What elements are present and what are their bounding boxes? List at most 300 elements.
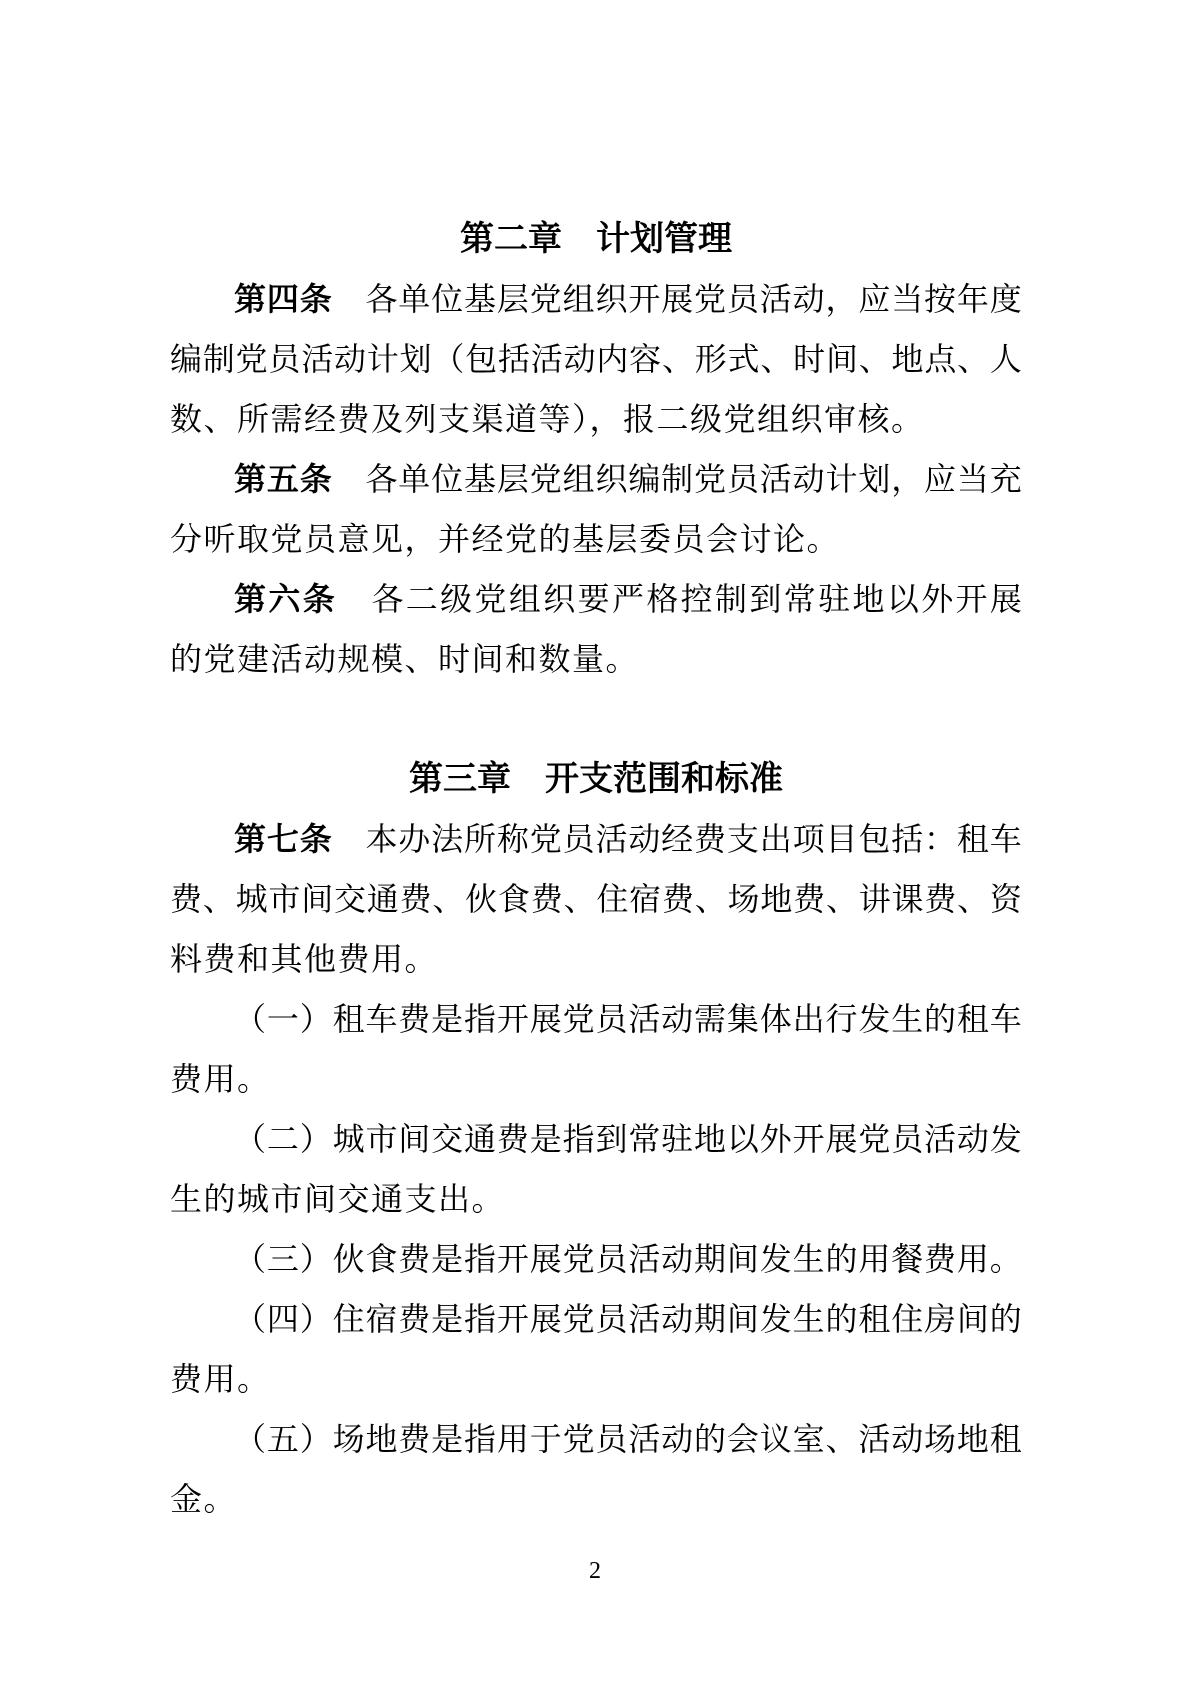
body-char: 党	[529, 821, 562, 857]
body-char: 费	[398, 1001, 431, 1037]
body-char: 、	[661, 341, 694, 377]
body-char: 法	[431, 821, 464, 857]
body-char: 活	[628, 1241, 661, 1277]
body-char	[333, 809, 365, 869]
body-char: 房	[924, 1301, 957, 1337]
body-char: 指	[562, 1121, 595, 1157]
body-char: 动	[956, 1121, 989, 1157]
body-char: 支	[726, 821, 759, 857]
body-char: 费	[170, 881, 203, 917]
body-char: 租	[858, 1301, 891, 1337]
body-char: 控	[680, 581, 713, 617]
body-char: 制	[202, 341, 235, 377]
body-char: 外	[759, 1121, 792, 1157]
body-char: 动	[628, 821, 661, 857]
body-text: 分听取党员意见，并经党的基层委员会讨论。	[170, 521, 841, 557]
article-number-char: 第	[234, 581, 267, 617]
text-line	[170, 1229, 1022, 1289]
body-char: 集	[726, 1001, 759, 1037]
article-number-char: 条	[299, 461, 332, 497]
body-char: 的	[825, 1241, 858, 1277]
text-line	[170, 1469, 1022, 1529]
body-char: 发	[759, 1301, 792, 1337]
body-char: 指	[464, 1241, 497, 1277]
body-char: 组	[562, 281, 595, 317]
body-char: 车	[989, 1001, 1022, 1037]
body-char: 划	[399, 341, 432, 377]
body-char: 层	[496, 281, 529, 317]
body-char: 党	[562, 1421, 595, 1457]
body-char: 车	[989, 821, 1022, 857]
body-char: 、	[760, 341, 793, 377]
article-number-char: 条	[302, 581, 335, 617]
text-line	[170, 1409, 1022, 1469]
text-line	[170, 1289, 1022, 1349]
body-char: 常	[783, 581, 816, 617]
document-content	[170, 209, 1022, 1529]
body-char: 计	[825, 461, 858, 497]
body-char: 期	[694, 1241, 727, 1277]
body-char: 课	[891, 881, 924, 917]
text-line	[170, 329, 1022, 389]
body-char: 组	[508, 581, 541, 617]
body-char: 外	[921, 581, 954, 617]
body-char: 费	[793, 881, 826, 917]
body-char: ，	[891, 461, 924, 497]
body-char: 动	[661, 1301, 694, 1337]
body-char: 议	[759, 1421, 792, 1457]
body-char: 动	[661, 1241, 694, 1277]
body-char: 要	[577, 581, 610, 617]
body-char: 员	[595, 1301, 628, 1337]
body-char: 开	[628, 281, 661, 317]
body-char: 地	[760, 881, 793, 917]
body-char: 租	[956, 821, 989, 857]
body-char: 当	[956, 461, 989, 497]
body-char: 用	[496, 1421, 529, 1457]
body-char: 项	[792, 821, 825, 857]
body-char: 组	[562, 461, 595, 497]
body-char: 租	[989, 1421, 1022, 1457]
body-char: 格	[646, 581, 679, 617]
body-char: 活	[628, 1421, 661, 1457]
body-char: 员	[726, 281, 759, 317]
body-char: 展	[661, 281, 694, 317]
body-char: 开	[496, 1301, 529, 1337]
body-char: 生	[792, 1301, 825, 1337]
body-char: 用	[858, 1241, 891, 1277]
body-char: 场	[924, 1421, 957, 1457]
body-char: 室	[792, 1421, 825, 1457]
body-char: 宿	[365, 1301, 398, 1337]
body-char: 员	[726, 461, 759, 497]
text-line	[170, 269, 1022, 329]
body-char: 的	[924, 1001, 957, 1037]
body-char: 发	[858, 1001, 891, 1037]
paragraph	[170, 989, 1022, 1109]
body-char: 指	[464, 1301, 497, 1337]
body-char: 动	[661, 1421, 694, 1457]
body-char: 形	[694, 341, 727, 377]
body-char: 展	[529, 1001, 562, 1037]
blank-line	[170, 689, 1022, 749]
body-char: 所	[464, 821, 497, 857]
body-char: ）	[299, 1121, 332, 1157]
body-char: 二	[266, 1121, 299, 1157]
body-char: 以	[886, 581, 919, 617]
body-char: 党	[858, 1121, 891, 1157]
text-line	[170, 389, 1022, 449]
text-line	[170, 629, 1022, 689]
body-char: （	[234, 1121, 267, 1157]
body-char: 各	[365, 461, 398, 497]
body-char: 是	[431, 1001, 464, 1037]
body-char: 办	[398, 821, 431, 857]
body-char: 活	[530, 341, 563, 377]
body-char	[337, 569, 369, 629]
body-char: 活	[301, 341, 334, 377]
body-char: 驻	[661, 1121, 694, 1157]
text-line	[170, 1169, 1022, 1229]
body-char: 充	[989, 461, 1022, 497]
body-char: 动	[792, 461, 825, 497]
paragraph	[170, 449, 1022, 569]
body-char: 级	[440, 581, 473, 617]
body-char: 包	[465, 341, 498, 377]
body-char: 括	[891, 821, 924, 857]
body-char: 开	[496, 1241, 529, 1277]
body-char: （	[234, 1241, 267, 1277]
body-char: 是	[431, 1421, 464, 1457]
body-char: 费	[530, 881, 563, 917]
body-char: 间	[825, 341, 858, 377]
body-char: 党	[529, 461, 562, 497]
body-char: 伙	[332, 1241, 365, 1277]
body-char: 城	[332, 1121, 365, 1157]
body-char: 开	[496, 1001, 529, 1037]
article-number-char: 七	[266, 821, 299, 857]
body-char: 动	[333, 341, 366, 377]
body-char: 四	[266, 1301, 299, 1337]
body-char: 各	[371, 581, 404, 617]
paragraph	[170, 1289, 1022, 1409]
body-char: （	[432, 341, 465, 377]
chapter-heading: 第二章 计划管理	[460, 220, 732, 258]
body-char: 是	[431, 1241, 464, 1277]
body-char: 费	[398, 1301, 431, 1337]
article-number-char: 四	[266, 281, 299, 317]
body-char: 是	[529, 1121, 562, 1157]
body-char: 容	[629, 341, 662, 377]
body-char: 间	[726, 1301, 759, 1337]
body-char: 。	[989, 1241, 1022, 1277]
body-char: 是	[431, 1301, 464, 1337]
body-char: 展	[989, 581, 1022, 617]
body-char: 宿	[629, 881, 662, 917]
body-char: （	[234, 1421, 267, 1457]
paragraph	[170, 269, 1022, 449]
body-char: 地	[365, 1421, 398, 1457]
body-char: 年	[956, 281, 989, 317]
body-char: 间	[956, 1301, 989, 1337]
body-char: 党	[694, 281, 727, 317]
body-char: 、	[957, 341, 990, 377]
body-char: 时	[793, 341, 826, 377]
body-char: 、	[694, 881, 727, 917]
body-char: 动	[661, 1001, 694, 1037]
body-char: 发	[759, 1241, 792, 1277]
body-char: 于	[529, 1421, 562, 1457]
body-char: 食	[497, 881, 530, 917]
body-text: 生的城市间交通支出。	[170, 1181, 506, 1217]
body-char: ）	[299, 1301, 332, 1337]
body-char: 二	[405, 581, 438, 617]
body-char: 到	[749, 581, 782, 617]
body-char: 费	[661, 881, 694, 917]
body-char: 车	[365, 1001, 398, 1037]
body-char: 发	[989, 1121, 1022, 1157]
text-line	[170, 1049, 1022, 1109]
body-text: 的党建活动规模、时间和数量。	[170, 641, 640, 677]
text-line	[170, 809, 1022, 869]
body-char: 指	[464, 1421, 497, 1457]
body-char: 活	[924, 1121, 957, 1157]
body-char: 交	[431, 1121, 464, 1157]
body-char: 驻	[818, 581, 851, 617]
text-line	[170, 989, 1022, 1049]
body-char: 党	[562, 1001, 595, 1037]
article-number-char: 五	[266, 461, 299, 497]
body-text: 费用。	[170, 1061, 271, 1097]
body-char: 讲	[858, 881, 891, 917]
article-number-char: 第	[234, 461, 267, 497]
body-char: 活	[595, 821, 628, 857]
body-char: 式	[727, 341, 760, 377]
body-char: 期	[694, 1301, 727, 1337]
body-char: 开	[955, 581, 988, 617]
article-number-char: 六	[268, 581, 301, 617]
article-number-char: 条	[299, 281, 332, 317]
body-char: 各	[365, 281, 398, 317]
text-line	[170, 869, 1022, 929]
body-char: 单	[398, 281, 431, 317]
body-text: 金。	[170, 1481, 238, 1517]
body-char: 的	[825, 1301, 858, 1337]
body-char: 伙	[465, 881, 498, 917]
body-char: 层	[496, 461, 529, 497]
body-char: 以	[726, 1121, 759, 1157]
body-char: 会	[726, 1421, 759, 1457]
body-char: 开	[792, 1121, 825, 1157]
body-char: 员	[268, 341, 301, 377]
body-char: 费	[398, 1241, 431, 1277]
body-char: 用	[956, 1241, 989, 1277]
body-char: 出	[792, 1001, 825, 1037]
body-char	[333, 269, 365, 329]
body-char: 三	[266, 1241, 299, 1277]
body-char: 动	[792, 281, 825, 317]
body-char: 员	[595, 1001, 628, 1037]
body-char: 通	[366, 881, 399, 917]
paragraph	[170, 569, 1022, 689]
body-char: 地	[956, 1421, 989, 1457]
body-char: 地	[852, 581, 885, 617]
body-char: 严	[611, 581, 644, 617]
body-char: 生	[891, 1001, 924, 1037]
body-text: 费用。	[170, 1361, 271, 1397]
body-char: 常	[628, 1121, 661, 1157]
body-char: 地	[891, 341, 924, 377]
body-char: 五	[266, 1421, 299, 1457]
body-char	[333, 449, 365, 509]
paragraph	[170, 1229, 1022, 1289]
page-number: 2	[589, 1558, 601, 1584]
body-char: 活	[759, 461, 792, 497]
body-char: 位	[431, 281, 464, 317]
text-line	[170, 569, 1022, 629]
body-char: 展	[825, 1121, 858, 1157]
body-char: ）	[299, 1241, 332, 1277]
body-char: 交	[333, 881, 366, 917]
body-char: 生	[792, 1241, 825, 1277]
body-char: ：	[924, 821, 957, 857]
body-char: 计	[366, 341, 399, 377]
body-char: 场	[332, 1421, 365, 1457]
body-char: 展	[529, 1241, 562, 1277]
paragraph	[170, 1109, 1022, 1229]
article-number-char: 第	[234, 281, 267, 317]
body-char: 织	[595, 281, 628, 317]
body-char: 市	[365, 1121, 398, 1157]
body-char: ，	[825, 281, 858, 317]
paragraph	[170, 1409, 1022, 1529]
body-char: 、	[563, 881, 596, 917]
paragraph	[170, 809, 1022, 989]
body-char: 员	[595, 1241, 628, 1277]
body-char: 费	[398, 1421, 431, 1457]
body-char: 的	[694, 1421, 727, 1457]
body-char: 编	[628, 461, 661, 497]
body-char: 、	[825, 1421, 858, 1457]
body-char: 活	[759, 281, 792, 317]
body-char: 一	[266, 1001, 299, 1037]
body-char: 展	[529, 1301, 562, 1337]
body-char: 当	[891, 281, 924, 317]
text-line	[170, 1109, 1022, 1169]
body-char: 通	[464, 1121, 497, 1157]
body-char: 划	[858, 461, 891, 497]
body-char: 党	[562, 1301, 595, 1337]
body-char: 编	[170, 341, 203, 377]
article-number-char: 条	[299, 821, 332, 857]
body-char: 单	[398, 461, 431, 497]
body-char: 、	[858, 341, 891, 377]
body-char: 出	[759, 821, 792, 857]
body-char: 制	[715, 581, 748, 617]
body-char: 目	[825, 821, 858, 857]
body-char: 党	[474, 581, 507, 617]
body-char: 员	[595, 1421, 628, 1457]
text-line	[170, 1349, 1022, 1409]
body-text: 料费和其他费用。	[170, 941, 439, 977]
body-char: 需	[694, 1001, 727, 1037]
body-char: 、	[957, 881, 990, 917]
article-number-char: 第	[234, 821, 267, 857]
body-char: 费	[399, 881, 432, 917]
body-char: 员	[562, 821, 595, 857]
body-char: ）	[299, 1421, 332, 1457]
body-char: 称	[496, 821, 529, 857]
body-char: 应	[924, 461, 957, 497]
body-char: 党	[235, 341, 268, 377]
body-char: 基	[464, 281, 497, 317]
body-char: 位	[431, 461, 464, 497]
body-char: 织	[543, 581, 576, 617]
body-char: 织	[595, 461, 628, 497]
body-char: ）	[299, 1001, 332, 1037]
body-char: 场	[727, 881, 760, 917]
body-char: 应	[858, 281, 891, 317]
body-char: 费	[924, 1241, 957, 1277]
body-char: 动	[563, 341, 596, 377]
body-char: 活	[858, 1421, 891, 1457]
body-char: 住	[332, 1301, 365, 1337]
body-char: 点	[924, 341, 957, 377]
body-char: 括	[497, 341, 530, 377]
body-char: 、	[202, 881, 235, 917]
body-char: 体	[759, 1001, 792, 1037]
body-text: 数、所需经费及列支渠道等），报二级党组织审核。	[170, 401, 925, 437]
body-char: 费	[496, 1121, 529, 1157]
body-char: 员	[891, 1121, 924, 1157]
body-char: 租	[956, 1001, 989, 1037]
body-char: 城	[235, 881, 268, 917]
body-char: （	[234, 1001, 267, 1037]
body-char: 党	[694, 461, 727, 497]
text-line	[170, 449, 1022, 509]
body-char: 本	[365, 821, 398, 857]
body-char: 基	[464, 461, 497, 497]
body-char: 党	[529, 281, 562, 317]
body-char: 动	[891, 1421, 924, 1457]
body-char: 租	[332, 1001, 365, 1037]
body-char: 人	[989, 341, 1022, 377]
body-char: 按	[924, 281, 957, 317]
body-char: 包	[858, 821, 891, 857]
body-char: 指	[464, 1001, 497, 1037]
body-char: 地	[694, 1121, 727, 1157]
body-char: 住	[891, 1301, 924, 1337]
body-char: 间	[301, 881, 334, 917]
body-char: 市	[268, 881, 301, 917]
body-char: 间	[398, 1121, 431, 1157]
body-char: 制	[661, 461, 694, 497]
body-char: 间	[726, 1241, 759, 1277]
body-char: 费	[694, 821, 727, 857]
body-char: 餐	[891, 1241, 924, 1277]
body-char: 、	[825, 881, 858, 917]
body-char: 食	[365, 1241, 398, 1277]
body-char: 的	[989, 1301, 1022, 1337]
body-char: 活	[628, 1301, 661, 1337]
text-line	[170, 509, 1022, 569]
body-char: 资	[989, 881, 1022, 917]
body-char: 内	[596, 341, 629, 377]
body-char: 活	[628, 1001, 661, 1037]
body-char: 、	[432, 881, 465, 917]
body-char: 费	[924, 881, 957, 917]
chapter-heading: 第三章 开支范围和标准	[409, 760, 783, 798]
